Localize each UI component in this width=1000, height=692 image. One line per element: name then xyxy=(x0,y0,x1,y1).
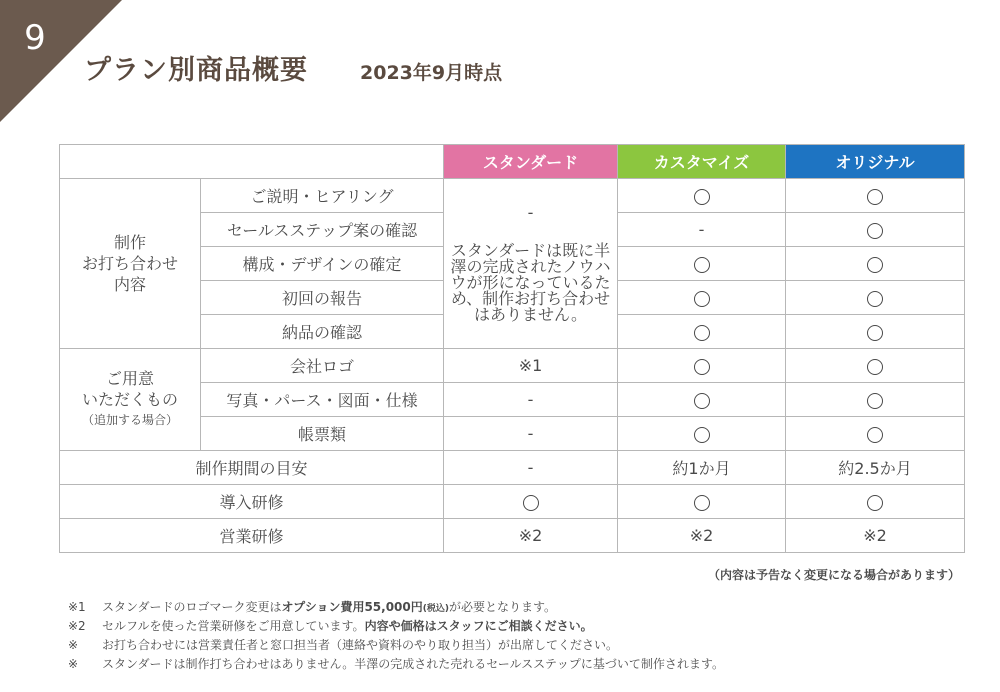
circle-mark-icon xyxy=(694,393,710,409)
table-row xyxy=(60,485,965,519)
row-label-sales-training: 営業研修 xyxy=(60,519,444,553)
group-meeting-label: 制作 お打ち合わせ 内容 xyxy=(60,179,201,349)
cell-original xyxy=(786,213,965,247)
circle-mark-icon xyxy=(694,189,710,205)
table-row xyxy=(60,451,965,485)
disclaimer-text: （内容は予告なく変更になる場合があります） xyxy=(707,568,960,582)
footnote-1: ※1 スタンダードのロゴマーク変更はオプション費用55,000円(税込)が必要となります。 xyxy=(68,600,557,614)
circle-mark-icon xyxy=(867,257,883,273)
cell-customize xyxy=(618,485,786,519)
cell-standard: - xyxy=(444,417,618,451)
cell-customize xyxy=(618,417,786,451)
page-number: 9 xyxy=(24,18,46,58)
header-standard: スタンダード xyxy=(444,145,618,179)
cell-standard: - xyxy=(444,451,618,485)
standard-meeting-note: - スタンダードは既に半澤の完成されたノウハウが形になっているため、制作お打ち合わせはありません。 xyxy=(444,179,618,349)
footnote-2: ※2 セルフルを使った営業研修をご用意しています。内容や価格はスタッフにご相談ください。 xyxy=(68,619,593,633)
cell-original xyxy=(786,485,965,519)
cell-original: ※2 xyxy=(786,519,965,553)
cell-original xyxy=(786,179,965,213)
table-header-row xyxy=(60,145,965,179)
circle-mark-icon xyxy=(694,257,710,273)
row-label-design: 構成・デザインの確定 xyxy=(201,247,444,281)
footnote-4: ※ スタンダードは制作打ち合わせはありません。半澤の完成された売れるセールスステップに基づいて制作されます。 xyxy=(68,657,724,671)
header-empty-cell xyxy=(60,145,444,179)
row-label-explain: ご説明・ヒアリング xyxy=(201,179,444,213)
cell-customize xyxy=(618,179,786,213)
circle-mark-icon xyxy=(694,359,710,375)
group-materials-label: ご用意 いただくもの （追加する場合） xyxy=(60,349,201,451)
footnote-3: ※ お打ち合わせには営業責任者と窓口担当者（連絡や資料のやり取り担当）が出席してください。 xyxy=(68,638,619,652)
cell-customize xyxy=(618,315,786,349)
circle-mark-icon xyxy=(867,189,883,205)
table-row xyxy=(60,179,965,213)
plan-comparison-table xyxy=(59,144,965,553)
cell-original xyxy=(786,315,965,349)
header-customize: カスタマイズ xyxy=(618,145,786,179)
circle-mark-icon xyxy=(867,359,883,375)
circle-mark-icon xyxy=(867,325,883,341)
cell-original xyxy=(786,349,965,383)
row-label-logo: 会社ロゴ xyxy=(201,349,444,383)
footnotes xyxy=(68,598,724,674)
cell-customize xyxy=(618,349,786,383)
cell-original xyxy=(786,417,965,451)
row-label-training: 導入研修 xyxy=(60,485,444,519)
circle-mark-icon xyxy=(694,291,710,307)
cell-standard: - xyxy=(444,383,618,417)
row-label-delivery: 納品の確認 xyxy=(201,315,444,349)
header-original: オリジナル xyxy=(786,145,965,179)
cell-customize xyxy=(618,383,786,417)
cell-customize: 約1か月 xyxy=(618,451,786,485)
page-subtitle: 2023年9月時点 xyxy=(360,62,503,84)
cell-customize: - xyxy=(618,213,786,247)
cell-standard: ※1 xyxy=(444,349,618,383)
row-label-period: 制作期間の目安 xyxy=(60,451,444,485)
cell-original xyxy=(786,383,965,417)
cell-original xyxy=(786,247,965,281)
cell-standard xyxy=(444,485,618,519)
row-label-first-report: 初回の報告 xyxy=(201,281,444,315)
cell-original: 約2.5か月 xyxy=(786,451,965,485)
row-label-sales-step: セールスステップ案の確認 xyxy=(201,213,444,247)
circle-mark-icon xyxy=(867,427,883,443)
row-label-photos: 写真・パース・図面・仕様 xyxy=(201,383,444,417)
circle-mark-icon xyxy=(867,223,883,239)
circle-mark-icon xyxy=(694,427,710,443)
page-title: プラン別商品概要 xyxy=(84,55,308,86)
circle-mark-icon xyxy=(867,291,883,307)
circle-mark-icon xyxy=(867,495,883,511)
circle-mark-icon xyxy=(694,495,710,511)
circle-mark-icon xyxy=(867,393,883,409)
row-label-forms: 帳票類 xyxy=(201,417,444,451)
cell-customize xyxy=(618,281,786,315)
cell-customize xyxy=(618,247,786,281)
cell-original xyxy=(786,281,965,315)
table-row xyxy=(60,519,965,553)
circle-mark-icon xyxy=(694,325,710,341)
cell-standard: ※2 xyxy=(444,519,618,553)
table-row xyxy=(60,349,965,383)
circle-mark-icon xyxy=(523,495,539,511)
cell-customize: ※2 xyxy=(618,519,786,553)
